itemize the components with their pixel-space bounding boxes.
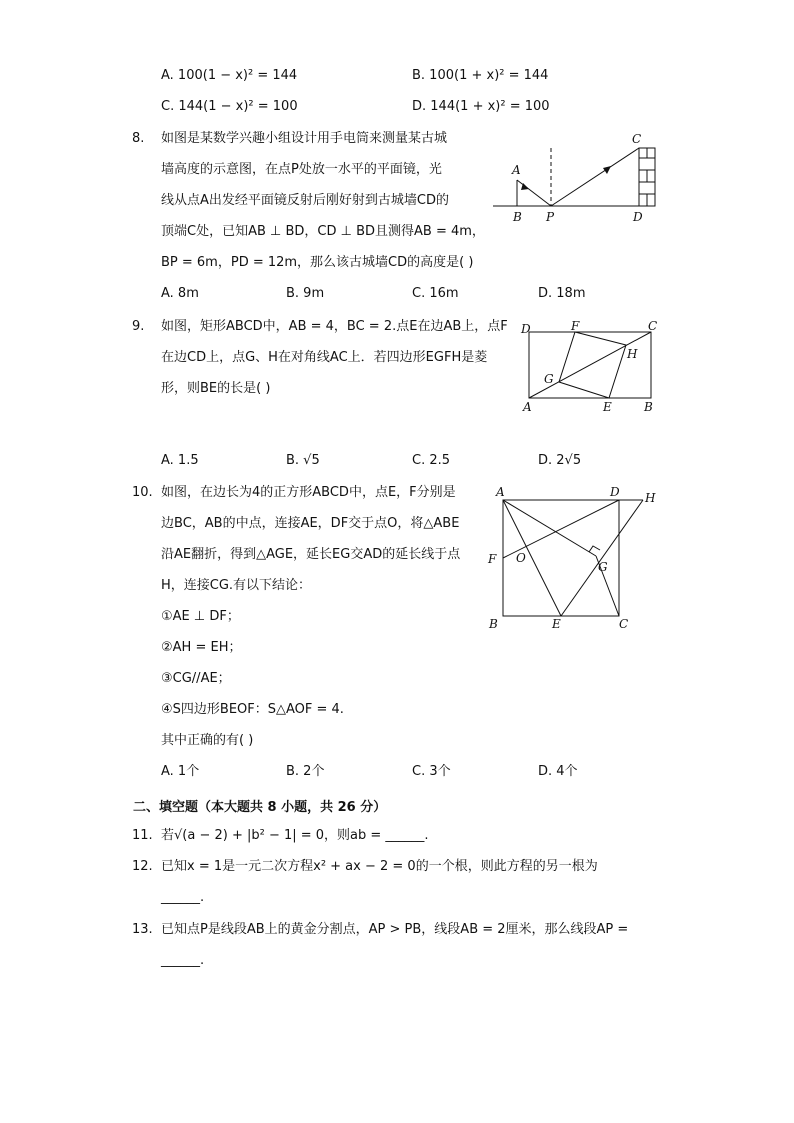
q10-label-d: D xyxy=(610,485,620,499)
q8-line-3: 线从点A出发经平面镜反射后刚好射到古城墙CD的 xyxy=(161,193,449,208)
q9-label-c: C xyxy=(648,319,658,333)
q10-label-a: A xyxy=(496,485,505,499)
q9-label-h: H xyxy=(627,347,638,361)
q9-figure xyxy=(515,318,665,418)
q8-line-5: BP = 6m，PD = 12m，那么该古城墙CD的高度是( ) xyxy=(161,255,474,270)
q9-line-2: 在边CD上，点G、H在对角线AC上．若四边形EGFH是菱 xyxy=(161,350,488,365)
q10-conclusion-4: ④S四边形BEOF：S△AOF = 4. xyxy=(161,702,344,717)
q8-line-4: 顶端C处，已知AB ⊥ BD，CD ⊥ BD且测得AB = 4m， xyxy=(161,224,485,239)
q10-option-b: B. 2个 xyxy=(286,764,325,779)
q9-option-a: A. 1.5 xyxy=(161,453,199,468)
q8-option-d: D. 18m xyxy=(538,286,586,301)
q8-line-1: 如图是某数学兴趣小组设计用手电筒来测量某古城 xyxy=(161,131,448,146)
q10-label-e: E xyxy=(552,617,561,631)
q8-line-2: 墙高度的示意图，在点P处放一水平的平面镜，光 xyxy=(161,162,442,177)
q9-option-c: C. 2.5 xyxy=(412,453,451,468)
q8-label-a: A xyxy=(512,163,521,177)
q10-line-3: 沿AE翻折，得到△AGE，延长EG交AD的延长线于点 xyxy=(161,547,461,562)
q12-line-2: ______. xyxy=(161,890,205,905)
q11-text: 若√(a − 2) + |b² − 1| = 0，则ab = ______. xyxy=(161,828,429,843)
q12-line-1: 已知x = 1是一元二次方程x² + ax − 2 = 0的一个根，则此方程的另一根为 xyxy=(161,859,598,874)
q10-conclusion-2: ②AH = EH； xyxy=(161,640,242,655)
q13-line-2: ______. xyxy=(161,953,205,968)
q8-label-c: C xyxy=(632,132,642,146)
q8-label-p: P xyxy=(546,210,555,224)
q10-conclusion-3: ③CG//AE； xyxy=(161,671,231,686)
q8-label-d: D xyxy=(633,210,643,224)
q9-label-d: D xyxy=(521,322,531,336)
q7-option-d: D. 144(1 + x)² = 100 xyxy=(412,99,550,114)
q10-line-4: H，连接CG.有以下结论： xyxy=(161,578,312,593)
q10-label-c: C xyxy=(619,617,629,631)
q8-option-a: A. 8m xyxy=(161,286,199,301)
q10-label-o: O xyxy=(516,551,526,565)
q10-option-d: D. 4个 xyxy=(538,764,578,779)
q13-line-1: 已知点P是线段AB上的黄金分割点，AP > PB，线段AB = 2厘米，那么线段AP = xyxy=(161,922,629,937)
q10-conclusion-1: ①AE ⊥ DF； xyxy=(161,609,240,624)
q9-label-f: F xyxy=(571,319,580,333)
q9-label-e: E xyxy=(603,400,612,414)
q8-figure xyxy=(485,128,665,228)
q12-number: 12. xyxy=(132,859,153,874)
q9-option-b: B. √5 xyxy=(286,453,320,468)
q9-number: 9. xyxy=(132,319,145,334)
q11-number: 11. xyxy=(132,828,153,843)
q9-label-g: G xyxy=(544,372,554,386)
q10-line-question: 其中正确的有( ) xyxy=(161,733,254,748)
q10-option-c: C. 3个 xyxy=(412,764,451,779)
q8-option-c: C. 16m xyxy=(412,286,459,301)
q10-label-f: F xyxy=(488,552,497,566)
q9-option-d: D. 2√5 xyxy=(538,453,582,468)
q10-line-1: 如图，在边长为4的正方形ABCD中，点E，F分别是 xyxy=(161,485,456,500)
q9-line-1: 如图，矩形ABCD中，AB = 4，BC = 2.点E在边AB上，点F xyxy=(161,319,508,334)
q10-number: 10. xyxy=(132,485,153,500)
section-title: 二、填空题（本大题共 8 小题，共 26 分） xyxy=(133,800,387,815)
q8-option-b: B. 9m xyxy=(286,286,325,301)
q8-number: 8. xyxy=(132,131,145,146)
q7-option-c: C. 144(1 − x)² = 100 xyxy=(161,99,298,114)
q10-option-a: A. 1个 xyxy=(161,764,200,779)
q9-label-b: B xyxy=(644,400,653,414)
q10-line-2: 边BC，AB的中点，连接AE，DF交于点O，将△ABE xyxy=(161,516,460,531)
q7-option-a: A. 100(1 − x)² = 144 xyxy=(161,68,298,83)
q9-label-a: A xyxy=(523,400,532,414)
q10-label-h: H xyxy=(645,491,656,505)
q10-label-b: B xyxy=(489,617,498,631)
q9-line-3: 形，则BE的长是( ) xyxy=(161,381,271,396)
q10-label-g: G xyxy=(598,560,608,574)
q7-option-b: B. 100(1 + x)² = 144 xyxy=(412,68,549,83)
q13-number: 13. xyxy=(132,922,153,937)
q10-figure xyxy=(483,482,663,632)
q8-label-b: B xyxy=(513,210,522,224)
